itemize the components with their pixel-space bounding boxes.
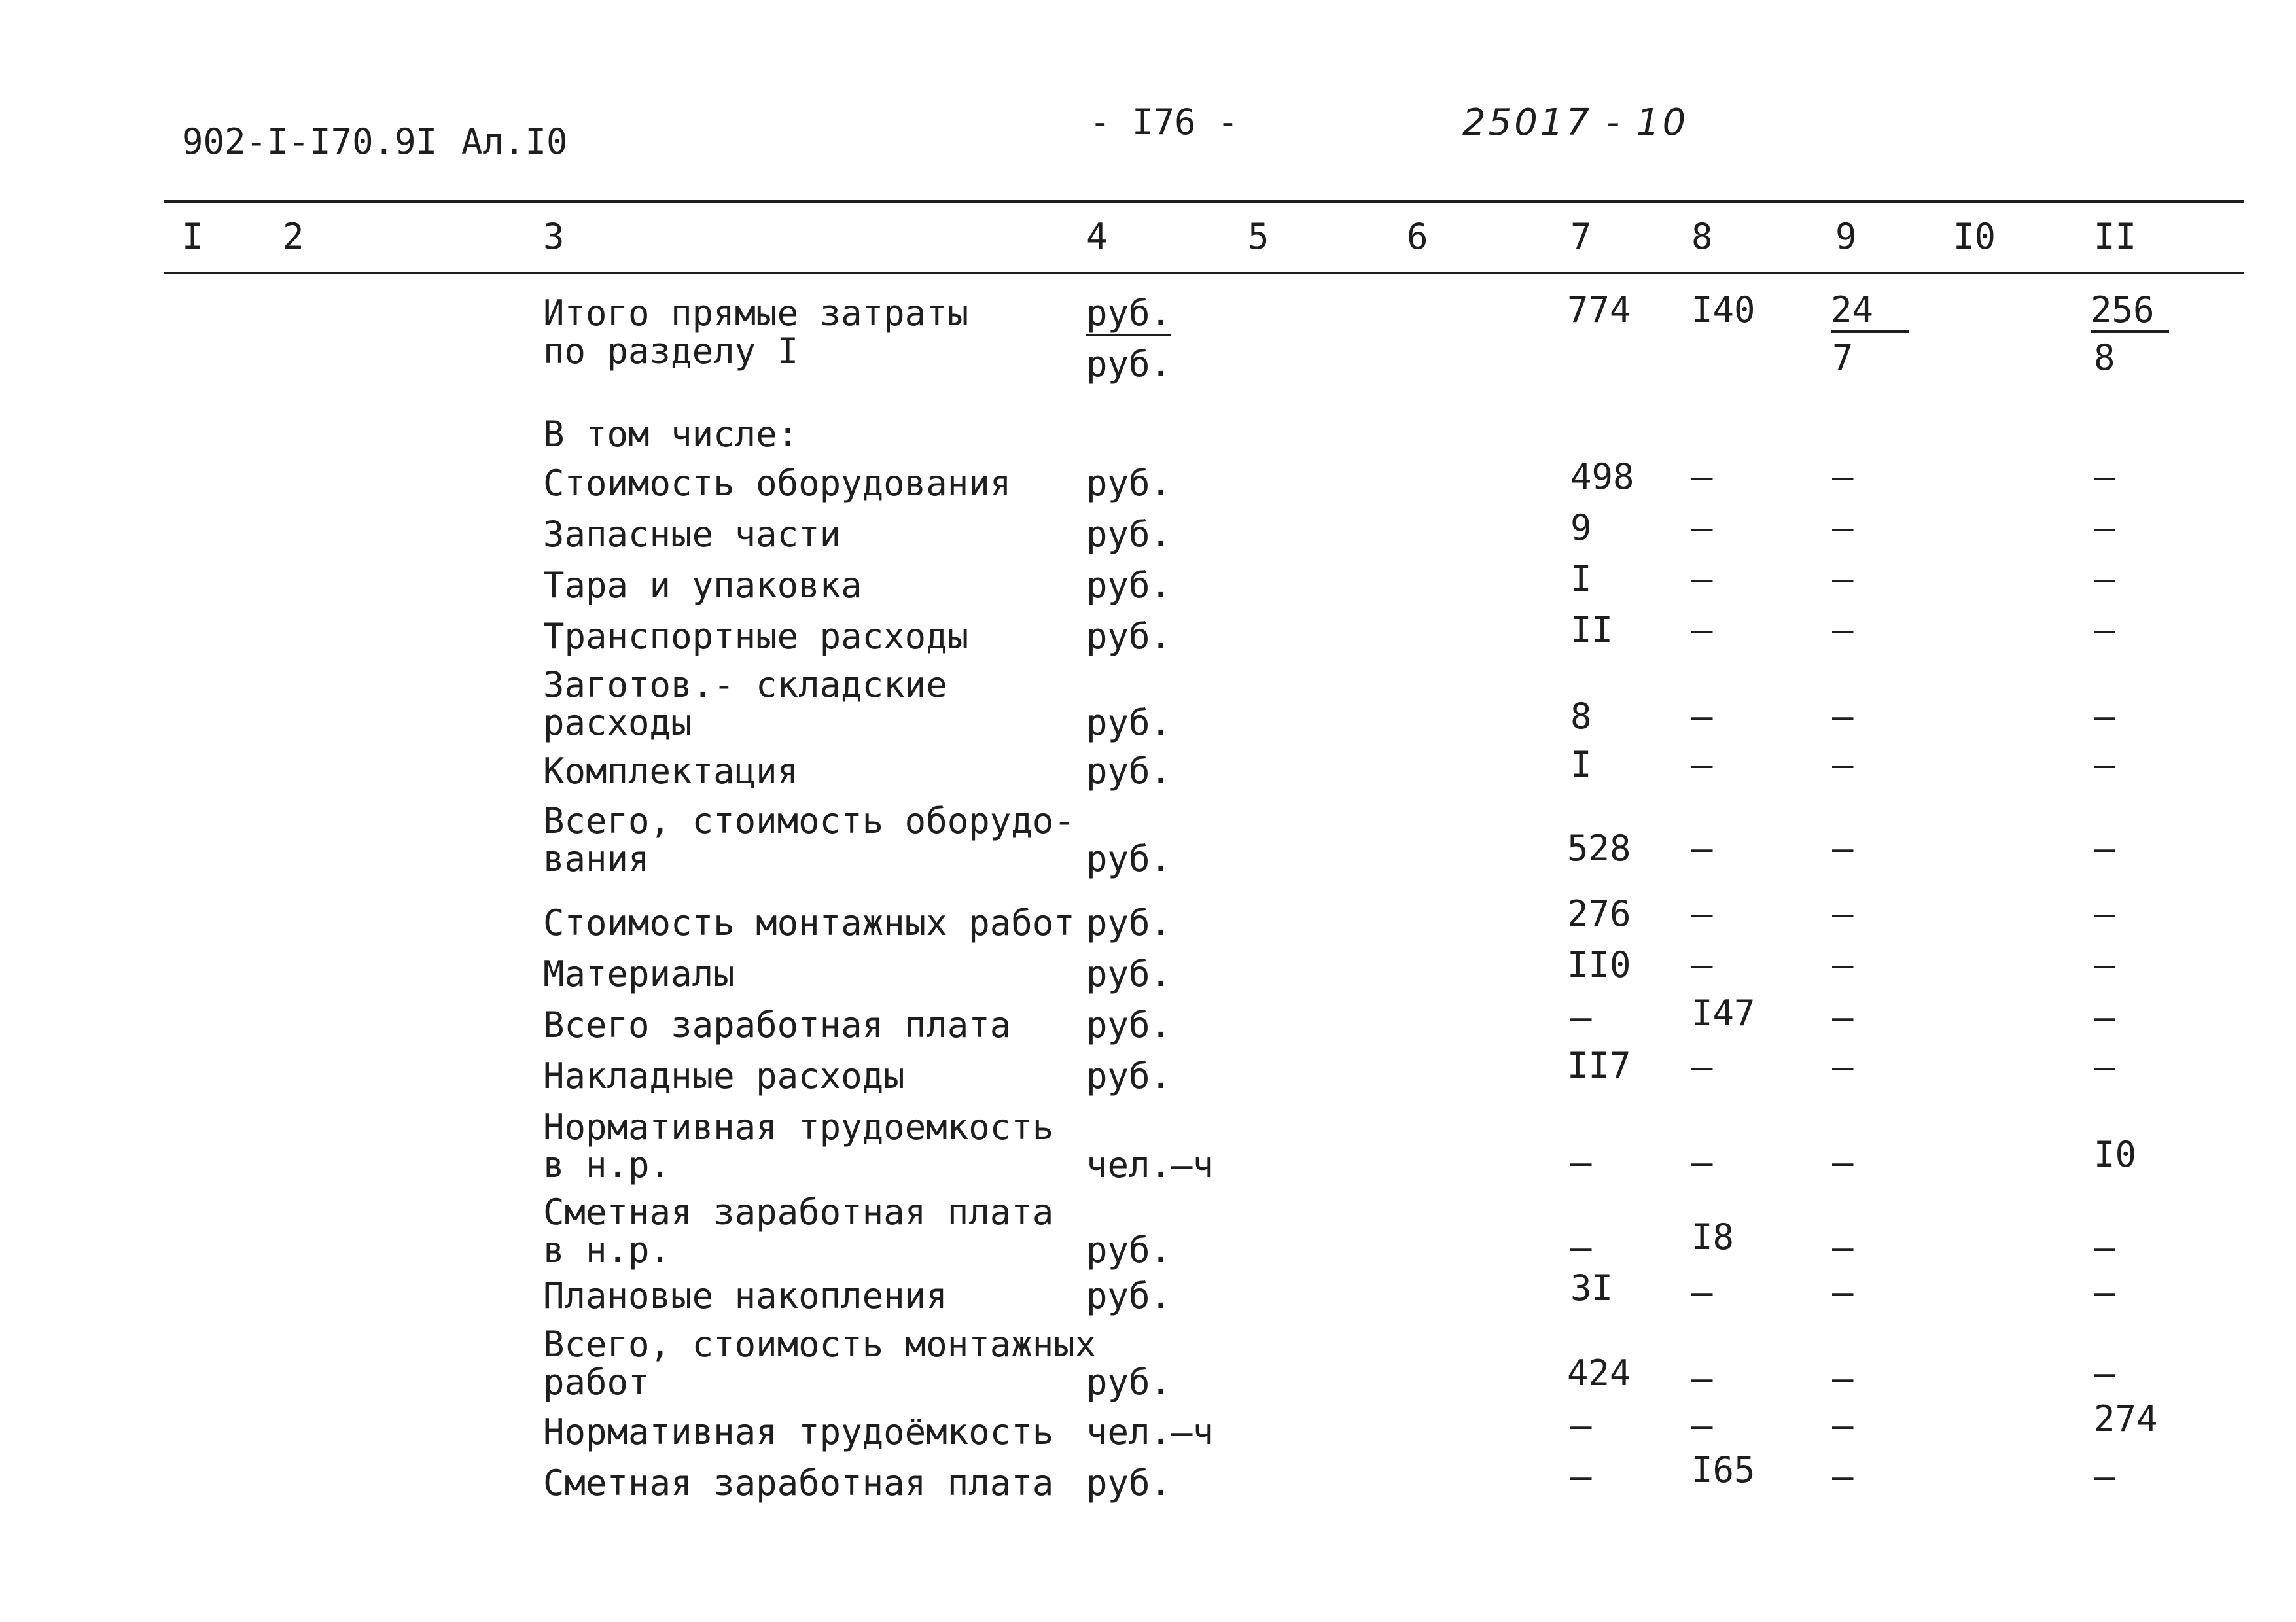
cell-col9: – [1832,996,1854,1038]
cell-col11: – [2094,696,2115,737]
row-description: Сметная заработная плата в н.р. [543,1191,1054,1271]
cell-col7: I [1570,744,1592,785]
row-description: Нормативная трудоёмкость [543,1411,1054,1453]
row-unit: чел.–ч [1086,1411,1214,1453]
cell-col7: 424 [1567,1352,1631,1394]
cell-col8: – [1691,1405,1713,1446]
cell-col8: – [1691,456,1713,497]
cell-col7: II7 [1567,1045,1631,1086]
row-description: Запасные части [543,514,841,555]
cell-col7: – [1570,996,1592,1038]
cell-col11: – [2094,1271,2115,1313]
cell-col9: – [1832,558,1854,599]
cell-col9: – [1832,609,1854,650]
cell-col8: – [1691,696,1713,737]
cell-col9: – [1832,507,1854,548]
row-description: Транспортные расходы [543,616,969,657]
cell-col8: I8 [1691,1216,1735,1258]
row-description: Накладные расходы [543,1055,905,1097]
cell-col11: – [2094,944,2115,985]
handwritten-number: 25017 - 10 [1462,101,1689,144]
row-description: Стоимость монтажных работ [543,902,1075,943]
cell-col7: – [1570,1405,1592,1446]
cell-col9: – [1832,828,1854,869]
cell-col8: I65 [1691,1449,1756,1490]
col-header-9: 9 [1835,216,1857,257]
row-unit: руб. [1086,514,1172,555]
col-header-10: I0 [1953,216,1996,257]
cell-col8: – [1691,507,1713,548]
cell-col11: 256 [2091,291,2169,333]
cell-col11-secondary: 8 [2094,337,2115,378]
cell-col7: II0 [1567,944,1631,985]
cell-col9-secondary: 7 [1832,337,1854,378]
cell-col9: – [1832,1046,1854,1087]
cell-col11: – [2094,456,2115,497]
row-unit: руб. [1086,750,1172,792]
row-unit: руб. [1086,1229,1172,1271]
cell-col11: – [2094,1352,2115,1394]
row-unit: руб. [1086,838,1172,879]
cell-col11: – [2094,828,2115,869]
cell-col7: – [1570,1142,1592,1183]
cell-col9: – [1832,1358,1854,1399]
row-unit: руб. [1086,902,1172,943]
cell-col8: – [1691,1046,1713,1087]
cell-col7: – [1570,1456,1592,1497]
row-unit: руб. [1086,1055,1172,1097]
cell-col9: – [1832,456,1854,497]
col-header-4: 4 [1086,216,1108,257]
cell-col9: – [1832,1142,1854,1183]
row-description: Всего, стоимость оборудо- вания [543,800,1075,879]
cell-col11: 274 [2094,1398,2158,1439]
row-description: Сметная заработная плата [543,1462,1054,1504]
table-top-rule [164,200,2244,203]
row-description: Нормативная трудоемкость в н.р. [543,1106,1054,1186]
header-bottom-rule [164,272,2244,274]
col-header-6: 6 [1407,216,1428,257]
col-header-11: II [2094,216,2137,257]
cell-col8: – [1691,944,1713,985]
cell-col7: 8 [1570,696,1592,737]
cell-col9: – [1832,944,1854,985]
page-number: - I76 - [1089,101,1239,143]
cell-col9: – [1832,696,1854,737]
cell-col7: 528 [1567,828,1631,869]
cell-col8: – [1691,609,1713,650]
col-header-8: 8 [1691,216,1713,257]
cell-col7: – [1570,1227,1592,1268]
cell-col8: – [1691,1358,1713,1399]
cell-col7: 774 [1567,289,1631,330]
row-description: Материалы [543,953,735,995]
cell-col8: – [1691,558,1713,599]
row-unit: руб. [1086,702,1172,743]
cell-col8: – [1691,828,1713,869]
row-unit: руб. [1086,565,1172,606]
sheet-label: Ал.I0 [461,121,568,162]
cell-col9: – [1832,744,1854,785]
cell-col7: 3I [1570,1267,1614,1309]
cell-col11: – [2094,558,2115,599]
cell-col8: I47 [1691,993,1756,1034]
cell-col11: – [2094,1227,2115,1268]
row-unit: руб. [1086,1462,1172,1504]
cell-col11: – [2094,1046,2115,1087]
cell-col7: 9 [1570,507,1592,548]
cell-col8: I40 [1691,289,1756,330]
cell-col11: – [2094,1456,2115,1497]
cell-col7: I [1570,558,1592,599]
document-code: 902-I-I70.9I [182,121,438,162]
cell-col9: – [1832,893,1854,934]
cell-col8: – [1691,1271,1713,1313]
row-unit: руб. [1086,463,1172,504]
cell-col11: – [2094,744,2115,785]
cell-col7: II [1570,609,1614,650]
cell-col9: 24 [1831,291,1909,333]
row-description: Тара и упаковка [543,565,862,606]
cell-col9: – [1832,1227,1854,1268]
row-unit-secondary: руб. [1086,344,1172,385]
row-unit: руб. [1086,953,1172,995]
row-unit: руб. [1086,294,1171,336]
cell-col8: – [1691,893,1713,934]
row-description: Итого прямые затраты по разделу I [543,292,969,372]
row-unit: руб. [1086,1275,1172,1316]
cell-col7: 276 [1567,893,1631,934]
row-description: Плановые накопления [543,1275,947,1316]
row-description: В том числе: [543,414,799,455]
cell-col11: I0 [2094,1134,2137,1175]
col-header-2: 2 [283,216,304,257]
cell-col7: 498 [1570,456,1634,497]
cell-col11: – [2094,609,2115,650]
cell-col11: – [2094,507,2115,548]
cell-col11: – [2094,893,2115,934]
cell-col8: – [1691,1142,1713,1183]
row-description: Комплектация [543,750,799,792]
cell-col9: – [1832,1405,1854,1446]
col-header-5: 5 [1248,216,1269,257]
cell-col9: – [1832,1456,1854,1497]
cell-col8: – [1691,744,1713,785]
row-unit: руб. [1086,1362,1172,1403]
col-header-3: 3 [543,216,565,257]
cell-col9: – [1832,1271,1854,1313]
row-unit: чел.–ч [1086,1144,1214,1186]
row-description: Заготов.- складские расходы [543,664,947,743]
row-unit: руб. [1086,616,1172,657]
row-description: Всего заработная плата [543,1004,1012,1046]
col-header-1: I [182,216,203,257]
row-unit: руб. [1086,1004,1172,1046]
row-description: Всего, стоимость монтажных работ [543,1324,1097,1403]
cell-col11: – [2094,996,2115,1038]
col-header-7: 7 [1570,216,1592,257]
row-description: Стоимость оборудования [543,463,1012,504]
